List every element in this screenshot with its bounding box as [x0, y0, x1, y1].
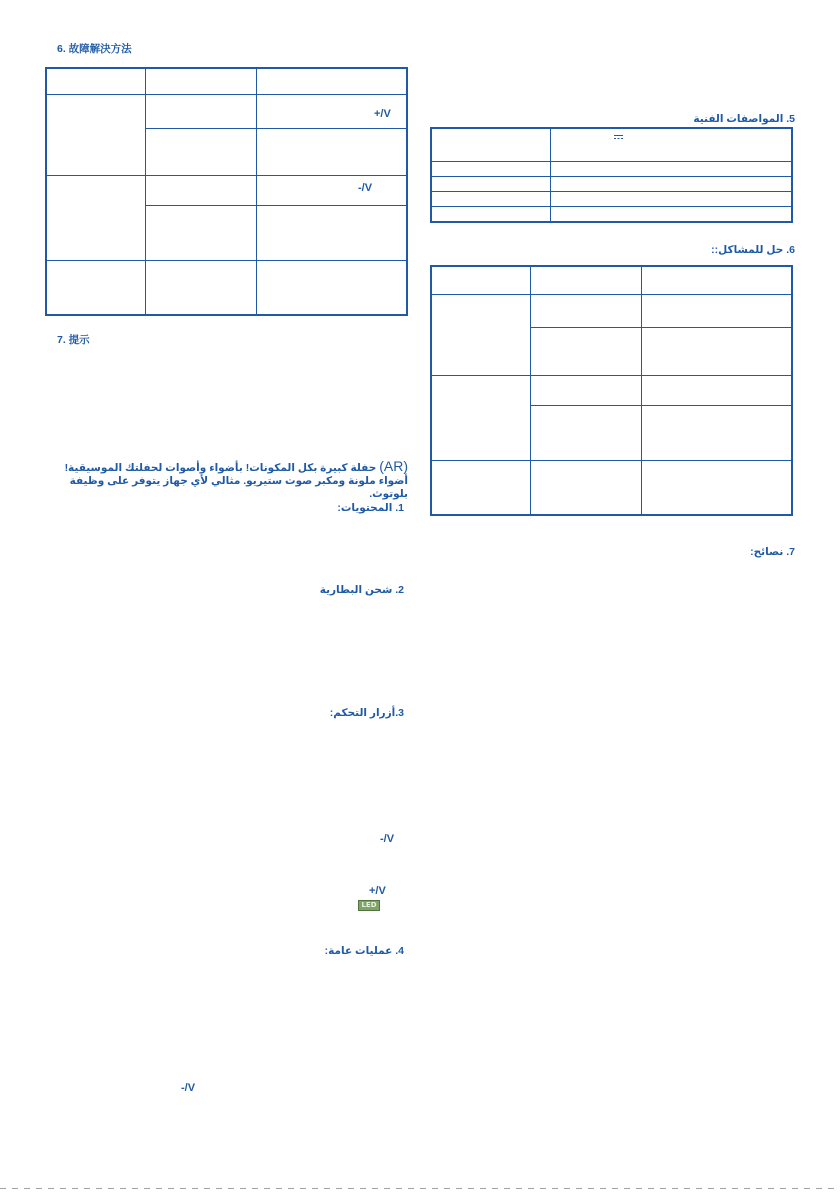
table-row-rule	[431, 176, 792, 177]
table-header-rule	[46, 94, 407, 95]
table-column-rule	[256, 68, 257, 315]
troubleshooting-heading: 6. حل للمشاكل::	[711, 244, 795, 256]
intro-text: حفلة كبيرة بكل المكونات! بأضواء وأصوات لحفلتك الموسيقية! أضواء ملونة ومكبر صوت ستيريو. مثالي لأي جهاز يتوفر على وظيفة بلوتوث.	[64, 462, 408, 500]
table-column-rule	[641, 266, 642, 515]
controls-heading: 3.أزرار التحكم:	[329, 707, 404, 719]
cn-troubleshooting-heading: 6. 故障解決方法	[57, 43, 132, 55]
table-column-rule	[145, 68, 146, 315]
table-row-rule	[46, 175, 407, 176]
table-row-rule	[531, 405, 792, 406]
table-row-rule	[146, 205, 407, 206]
volume-up-label: +/V	[369, 885, 386, 897]
table-row-rule	[431, 206, 792, 207]
battery-charging-heading: 2. شحن البطارية	[319, 584, 404, 596]
volume-down-label: -/V	[358, 182, 373, 194]
table-row-rule	[46, 260, 407, 261]
table-row-rule	[531, 327, 792, 328]
led-icon: LED	[358, 900, 380, 911]
volume-down-label: -/V	[380, 833, 395, 845]
table-header-rule	[431, 294, 792, 295]
table-column-rule	[530, 266, 531, 515]
cn-tips-heading: 7. 提示	[57, 334, 90, 346]
volume-down-label: -/V	[181, 1082, 196, 1094]
table-row-rule	[431, 161, 792, 162]
intro-paragraph	[44, 460, 408, 501]
table-column-rule	[550, 128, 551, 222]
dc-current-icon	[614, 135, 623, 140]
general-operations-heading: 4. عمليات عامة:	[324, 945, 404, 957]
specifications-heading: 5. المواصفات الفنية	[693, 113, 795, 125]
table-border	[430, 265, 793, 516]
table-row-rule	[431, 460, 792, 461]
language-tag: (AR)	[379, 458, 408, 474]
table-border	[430, 127, 793, 223]
table-row-rule	[431, 375, 792, 376]
table-row-rule	[431, 191, 792, 192]
volume-up-label: +/V	[374, 108, 391, 120]
table-row-rule	[146, 128, 407, 129]
contents-heading: 1. المحتويات:	[337, 502, 404, 514]
page-bottom-edge	[0, 1188, 840, 1189]
table-border	[45, 67, 408, 316]
tips-heading: 7. نصائح:	[750, 546, 795, 558]
